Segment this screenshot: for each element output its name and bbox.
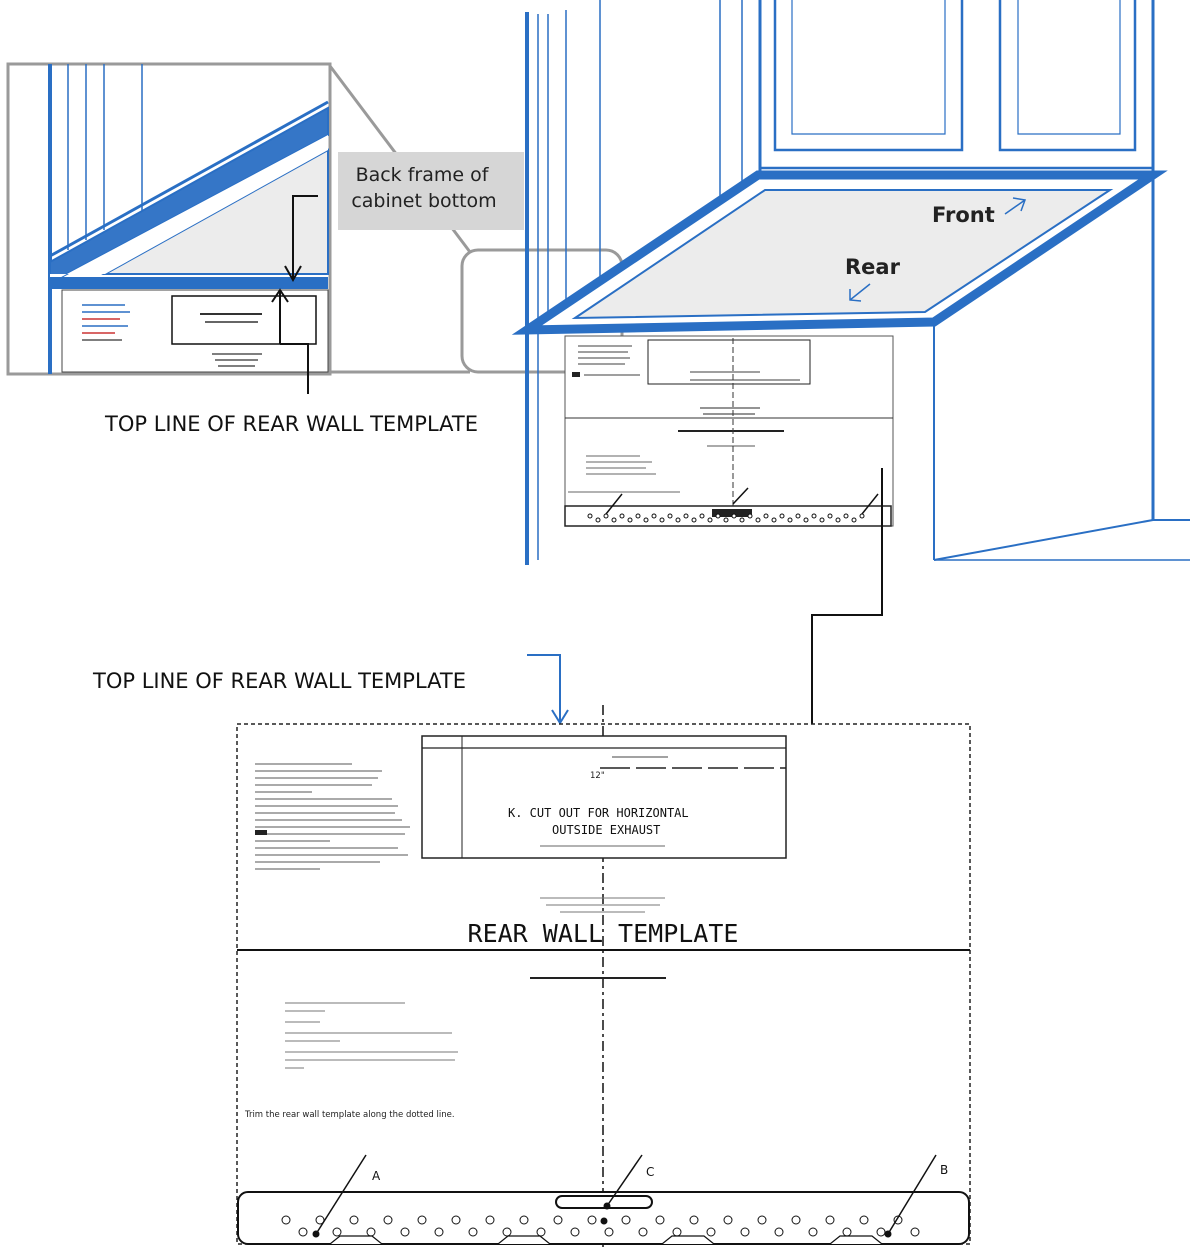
inset-zoom-view <box>8 64 330 394</box>
template-title: REAR WALL TEMPLATE <box>467 919 739 948</box>
mounting-hole <box>860 514 864 518</box>
dim-12: 12" <box>590 771 605 781</box>
mounting-hole <box>775 1228 783 1236</box>
mounting-hole <box>780 514 784 518</box>
cutout-line-1: K. CUT OUT FOR HORIZONTAL <box>508 806 689 820</box>
mounting-hole <box>843 1228 851 1236</box>
mounting-hole <box>333 1228 341 1236</box>
point-a-label: A <box>372 1169 381 1183</box>
small-template <box>565 336 893 526</box>
mounting-hole <box>724 1216 732 1224</box>
mounting-hole <box>812 514 816 518</box>
mounting-hole <box>820 518 824 522</box>
label-rear: Rear <box>845 255 900 279</box>
mounting-hole <box>656 1216 664 1224</box>
mounting-hole <box>503 1228 511 1236</box>
mounting-hole <box>877 1228 885 1236</box>
mounting-hole <box>588 514 592 518</box>
mounting-hole <box>282 1216 290 1224</box>
mounting-hole <box>435 1228 443 1236</box>
mounting-hole <box>384 1216 392 1224</box>
mounting-hole <box>622 1216 630 1224</box>
mounting-hole <box>707 1228 715 1236</box>
callout-line-1: Back frame of <box>355 164 489 186</box>
mounting-hole <box>588 1216 596 1224</box>
trim-note: Trim the rear wall template along the dotted line. <box>245 1110 455 1120</box>
mounting-hole <box>418 1216 426 1224</box>
mounting-hole <box>716 514 720 518</box>
mounting-hole <box>628 518 632 522</box>
mounting-hole <box>486 1216 494 1224</box>
mounting-hole <box>660 518 664 522</box>
rear-wall-template <box>237 705 970 1251</box>
mounting-hole <box>764 514 768 518</box>
mounting-hole <box>401 1228 409 1236</box>
mounting-hole <box>469 1228 477 1236</box>
mounting-hole <box>788 518 792 522</box>
mounting-hole <box>612 518 616 522</box>
mounting-hole <box>571 1228 579 1236</box>
mounting-hole <box>911 1228 919 1236</box>
mounting-hole <box>537 1228 545 1236</box>
mounting-hole <box>740 518 744 522</box>
mounting-hole <box>724 518 728 522</box>
callout-line-2: cabinet bottom <box>351 190 497 212</box>
mounting-hole <box>828 514 832 518</box>
mounting-hole <box>756 518 760 522</box>
mounting-hole <box>644 518 648 522</box>
mounting-hole <box>596 518 600 522</box>
mounting-hole <box>692 518 696 522</box>
mounting-hole <box>690 1216 698 1224</box>
label-top-line-main: TOP LINE OF REAR WALL TEMPLATE <box>93 669 466 693</box>
mounting-hole <box>844 514 848 518</box>
callout-back-frame <box>338 152 524 230</box>
mounting-hole <box>520 1216 528 1224</box>
mounting-hole <box>684 514 688 518</box>
mounting-hole <box>605 1228 613 1236</box>
label-front: Front <box>932 203 995 227</box>
point-b-label: B <box>940 1163 949 1177</box>
cutout-line-2: OUTSIDE EXHAUST <box>552 823 661 837</box>
mounting-hole <box>652 514 656 518</box>
mounting-hole <box>804 518 808 522</box>
mounting-hole <box>636 514 640 518</box>
mounting-hole <box>732 514 736 518</box>
mounting-hole <box>748 514 752 518</box>
mounting-hole <box>604 514 608 518</box>
mounting-hole <box>668 514 672 518</box>
mounting-hole <box>772 518 776 522</box>
mounting-hole <box>676 518 680 522</box>
mounting-hole <box>700 514 704 518</box>
label-top-line-inset: TOP LINE OF REAR WALL TEMPLATE <box>105 412 478 436</box>
top-line-pointer <box>527 655 560 722</box>
mounting-hole <box>708 518 712 522</box>
mounting-hole <box>452 1216 460 1224</box>
mounting-hole <box>350 1216 358 1224</box>
mounting-hole <box>299 1228 307 1236</box>
point-c-label: C <box>646 1165 655 1179</box>
mounting-hole <box>836 518 840 522</box>
mounting-hole <box>826 1216 834 1224</box>
mounting-hole <box>741 1228 749 1236</box>
mounting-hole <box>620 514 624 518</box>
mounting-hole <box>758 1216 766 1224</box>
mounting-hole <box>554 1216 562 1224</box>
mounting-hole <box>796 514 800 518</box>
mounting-hole <box>809 1228 817 1236</box>
mounting-hole <box>367 1228 375 1236</box>
mounting-hole <box>860 1216 868 1224</box>
mounting-hole <box>673 1228 681 1236</box>
mounting-hole <box>639 1228 647 1236</box>
mounting-hole <box>852 518 856 522</box>
mounting-hole <box>792 1216 800 1224</box>
